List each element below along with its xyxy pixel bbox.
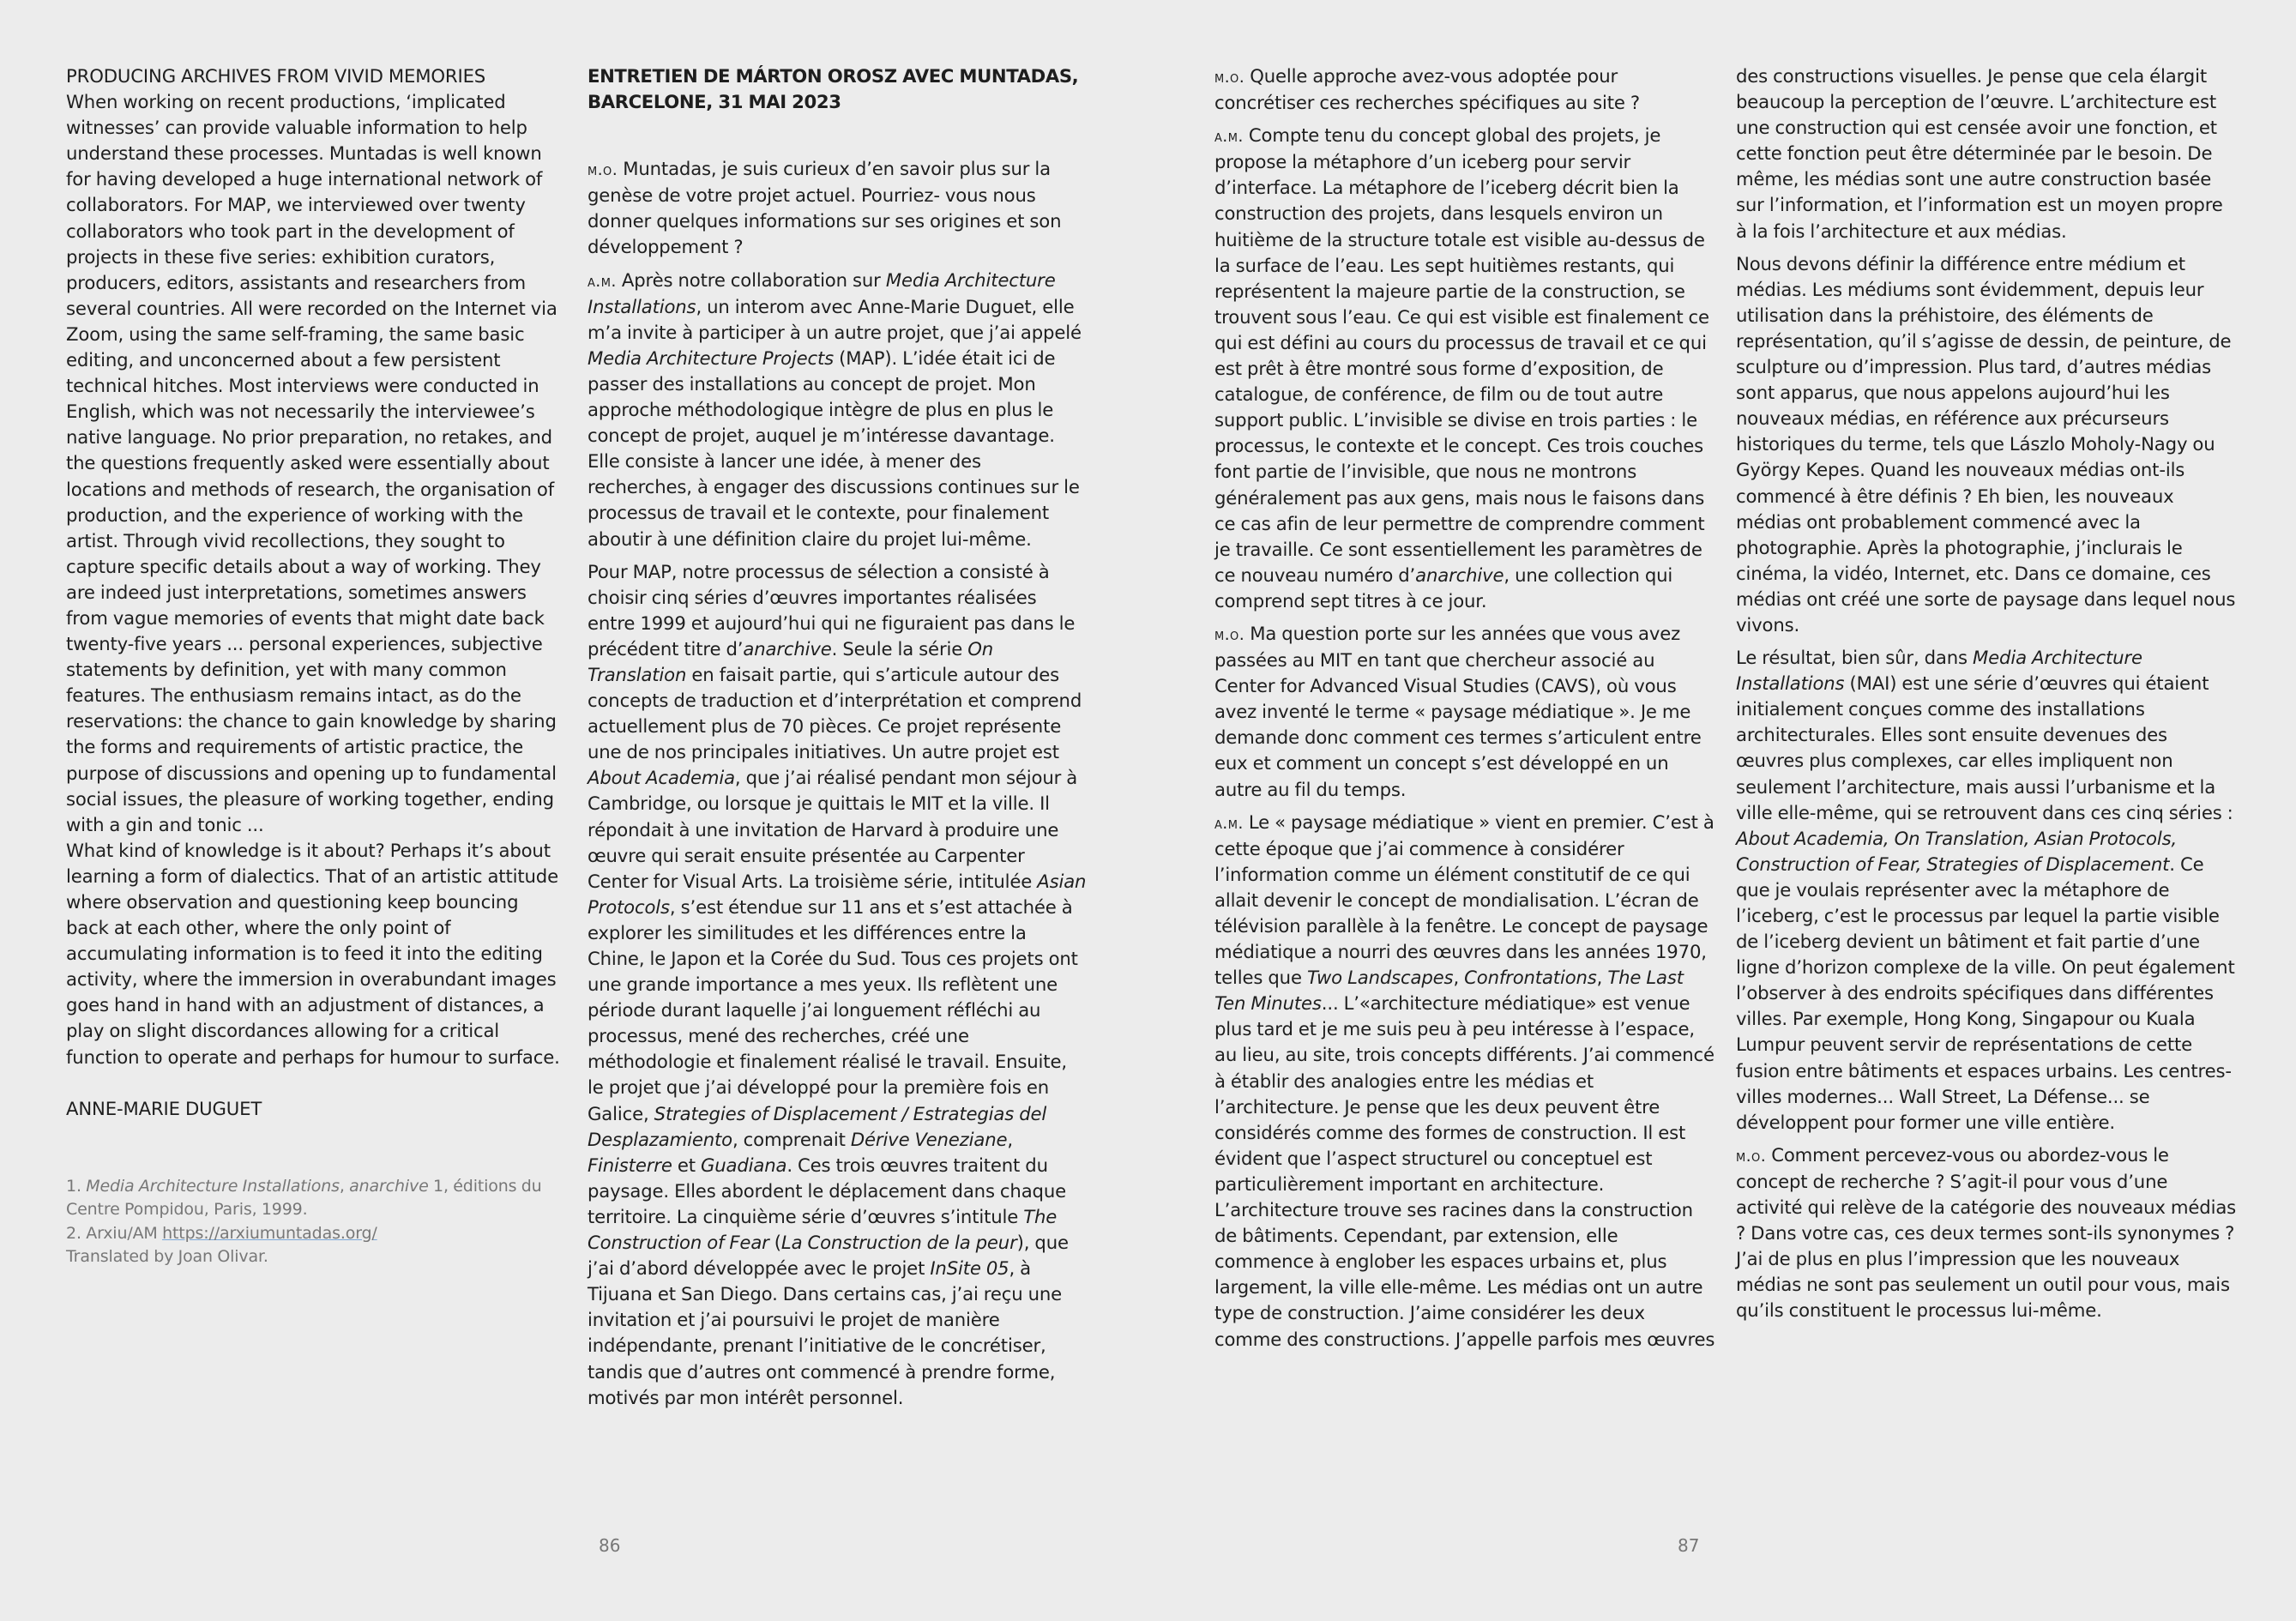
question: [1214, 63, 1715, 116]
question: [588, 156, 1087, 260]
answer-text: Le résultat, bien sûr, dans: [1736, 647, 1974, 669]
work-title: InSite 05: [930, 1257, 1009, 1280]
work-title: anarchive: [743, 637, 832, 660]
footnote-title: Media Architecture Installations: [86, 1176, 340, 1196]
answer-text: (MAI) est une série d’œuvres qui étaient initialement conçues comme des installations architecturales. Elles sont ensuite devenues des œuvres plus complexes, car elles impliquent non seulement l’architecture, mais aussi l’urbanisme et la ville elle-même, qui se retrouvent dans ces cinq séries :: [1736, 672, 2233, 823]
answer-text: Pour MAP, notre processus de sélection a consisté à choisir cinq séries d’œuvres importantes réalisées entre 1999 et aujourd’hui qui ne figuraient pas dans le précédent titre d’: [588, 560, 1076, 660]
footnotes: [66, 1175, 565, 1269]
speaker-label: m.o.: [1214, 68, 1245, 87]
answer-text: , s’est étendue sur 11 ans et s’est attachée à explorer les similitudes et les différences entre la Chine, le Japon et la Corée du Sud. Tous ces projets ont une grande importance a mes yeux. Ils reflètent une période durant laquelle j’ai longuement réfléchi au processus, mené des recherches, créé une méthodologie et finalement réalisé le travail. Ensuite, le projet que j’ai développé pour la première fois en Galice,: [588, 895, 1078, 1124]
answer-text: , une collection qui comprend sept titres à ce jour.: [1214, 563, 1673, 612]
work-title: Strategies of Displacement / Estrategias del Desplazamiento: [588, 1102, 1047, 1150]
work-title: Media Architecture Projects: [588, 346, 835, 369]
question: [1214, 621, 1715, 803]
essay-paragraph: What kind of knowledge is it about? Perhaps it’s about learning a form of dialectics. That of an artistic attitude where observation and questioning keep bouncing back at each other, where the only point of accumulating information is to feed it into the editing activity, where the immersion in overabundant images goes hand in hand with an adjustment of distances, a play on slight discordances allowing for a critical function to operate and perhaps for humour to surface.: [66, 839, 560, 1068]
footnote-series: anarchive: [349, 1176, 429, 1196]
speaker-label: a.m.: [1214, 813, 1244, 833]
interview-column-1: [588, 63, 1087, 1411]
footnote-number: 1.: [66, 1176, 87, 1196]
work-title: Asian Protocols: [588, 870, 1087, 918]
answer-continued: Nous devons définir la différence entre médium et médias. Les médiums sont évidemment, depuis leur utilisation dans la préhistoire, des éléments de représentation, qu’il s’agisse de dessin, de peinture, de sculpture ou d’impression. Plus tard, d’autres médias sont apparus, que nous appelons aujourd’hui les nouveaux médias, en référence aux précurseurs historiques du terme, tels que Lászlo Moholy-Nagy ou György Kepes. Quand les nouveaux médias ont-ils commencé à être définis ? Eh bien, les nouveaux médias ont probablement commencé avec la photographie. Après la photographie, j’inclurais le cinéma, la vidéo, Internet, etc. Dans ce domaine, ces médias ont créé une sorte de paysage dans lequel nous vivons.: [1736, 252, 2236, 636]
speaker-label: m.o.: [588, 160, 618, 180]
answer-text: , un interom avec Anne-Marie Duguet, elle m’a invite à participer à un autre projet, que j’ai appelé: [588, 295, 1082, 343]
answer-text: . Ces trois œuvres traitent du paysage. Elles abordent le déplacement dans chaque territoire. La cinquième série d’œuvres s’intitule: [588, 1154, 1067, 1227]
speaker-label: m.o.: [1214, 624, 1245, 644]
speaker-label: m.o.: [1736, 1146, 1767, 1166]
essay-column: [66, 63, 565, 1269]
essay-heading: PRODUCING ARCHIVES FROM VIVID MEMORIES: [66, 65, 486, 87]
footnote-1: [66, 1175, 565, 1222]
answer-text: ,: [1596, 967, 1608, 989]
answer-text: (: [768, 1232, 781, 1254]
speaker-label: a.m.: [1214, 127, 1244, 147]
answer-text: ,: [1007, 1128, 1013, 1150]
answer-text: Le « paysage médiatique » vient en premier. C’est à cette époque que j’ai commence à considérer l’information comme un élément constitutif de ce qui allait devenir le concept de mondialisation. L’écran de télévision parallèle à la fenêtre. Le concept de paysage médiatique a nourri des œuvres dans les années 1970, telles que: [1214, 810, 1714, 989]
work-title: Media Architecture Installations: [588, 268, 1056, 317]
answer: [1214, 810, 1715, 1353]
essay-author: ANNE-MARIE DUGUET: [66, 1097, 262, 1119]
answer: [1214, 123, 1715, 614]
work-title: Media Architecture Installations: [1736, 647, 2142, 695]
answer-continued-flow: des constructions visuelles. Je pense que cela élargit beaucoup la perception de l’œuvre. L’architecture est une construction qui est censée avoir une fonction, et cette fonction peut être déterminée par le besoin. De même, les médias sont une autre construction basée sur l’information, et l’information est un moyen propre à la fois l’architecture et aux médias.: [1736, 65, 2223, 242]
question-text: Muntadas, je suis curieux d’en savoir plus sur la genèse de votre projet actuel. Pourriez- vous nous donner quelques informations sur ses origines et son développement ?: [588, 158, 1062, 258]
answer-text: . Ce que je voulais représenter avec la métaphore de l’iceberg, c’est le processus par lequel la partie visible de l’iceberg devient un bâtiment et fait partie d’une ligne d’horizon complexe de la ville. On peut également l’observer à des endroits spécifiques dans différentes villes. Par exemple, Hong Kong, Singapour ou Kuala Lumpur peuvent servir de représentations de cette fusion entre bâtiments et espaces urbains. Les centres-villes modernes... Wall Street, La Défense... se développent pour former une ville entière.: [1736, 853, 2235, 1133]
question-text: Quelle approche avez-vous adoptée pour concrétiser ces recherches spécifiques au site ?: [1214, 65, 1640, 114]
page-number-right: 87: [1678, 1535, 1700, 1556]
work-title: Dérive Veneziane: [850, 1128, 1008, 1150]
work-title: About Academia, On Translation, Asian Protocols, Construction of Fear, Strategies of Displacement: [1736, 827, 2178, 875]
answer-text: (MAP). L’idée était ici de passer des installations au concept de projet. Mon approche méthodologique intègre de plus en plus le concept de projet, auquel je m’intéresse davantage. Elle consiste à lancer une idée, à mener des recherches, à engager des discussions continues sur le processus de travail et le contexte, pour finalement aboutir à une définition claire du projet lui-même.: [588, 346, 1080, 550]
footnote-text: 2. Arxiu/AM: [66, 1223, 163, 1243]
answer-continued: [1736, 645, 2237, 1136]
work-title: Two Landscapes: [1306, 967, 1454, 989]
answer-text: Compte tenu du concept global des projets, je propose la métaphore d’un iceberg pour servir d’interface. La métaphore de l’iceberg décrit bien la construction des projets, dans lesquels environ un huitième de la structure totale est visible au-dessus de la surface de l’eau. Les sept huitièmes restants, qui représentent la majeure partie de la construction, se trouvent sous l’eau. Ce qui est visible est finalement ce qui est défini au cours du processus de travail et ce qui est prêt à être montré sous forme d’exposition, de catalogue, de conférence, de film ou de tout autre support public. L’invisible se divise en trois parties : le processus, le contexte et le concept. Ces trois couches font partie de l’invisible, que nous ne montrons généralement pas aux gens, mais nous le faisons dans ce cas afin de leur permettre de comprendre comment je travaille. Ce sont essentiellement les paramètres de ce nouveau numéro d’: [1214, 124, 1709, 586]
answer-text: , que j’ai réalisé pendant mon séjour à Cambridge, ou lorsque je quittais le MIT et la ville. Il répondait à une invitation de Harvard à produire une œuvre qui serait ensuite présentée au Carpenter Center for Visual Arts. La troisième série, intitulée: [588, 767, 1078, 892]
speaker-label: a.m.: [588, 271, 617, 291]
footnote-text: 1, éditions du Centre Pompidou, Paris, 1999.: [66, 1176, 542, 1220]
answer-text: . Seule la série: [831, 637, 968, 660]
interview-title: ENTRETIEN DE MÁRTON OROSZ AVEC MUNTADAS, BARCELONE, 31 MAI 2023: [588, 65, 1079, 113]
work-title: The Last Ten Minutes: [1214, 967, 1684, 1015]
footnote-separator: ,: [339, 1176, 350, 1196]
answer-text: et: [672, 1154, 701, 1176]
work-title: About Academia: [588, 767, 735, 789]
answer-text: , comprenait: [732, 1128, 851, 1150]
answer-text: Après notre collaboration sur: [616, 268, 886, 291]
work-title: The Construction of Fear: [588, 1205, 1058, 1254]
footnote-2: [66, 1222, 565, 1246]
answer-text: , à Tijuana et San Diego. Dans certains cas, j’ai reçu une invitation et j’ai poursuivi le projet de manière indépendante, prenant l’initiative de le concrétiser, tandis que d’autres ont commencé à prendre forme, motivés par mon intérêt personnel.: [588, 1257, 1063, 1408]
question: [1736, 1142, 2237, 1324]
interview-column-3: [1736, 63, 2237, 1324]
answer-text: en faisait partie, qui s’articule autour des concepts de traduction et d’interprétation et comprend actuellement plus de 70 pièces. Ce projet représente une de nos principales initiatives. Un autre projet est: [588, 663, 1082, 763]
page-number-left: 86: [599, 1535, 621, 1556]
work-title: Confrontations: [1464, 967, 1597, 989]
work-title: Finisterre: [588, 1154, 672, 1176]
work-title: anarchive: [1415, 563, 1504, 586]
work-title: La Construction de la peur: [780, 1232, 1017, 1254]
work-title: Guadiana: [700, 1154, 787, 1176]
work-title: On Translation: [588, 637, 994, 685]
question-text: Ma question porte sur les années que vous avez passées au MIT en tant que chercheur associé au Center for Advanced Visual Studies (CAVS), où vous avez inventé le terme « paysage médiatique ». Je me demande donc comment ces termes s’articulent entre eux et comment un concept s’est développé en un autre au fil du temps.: [1214, 622, 1702, 800]
archive-link[interactable]: https://arxiumuntadas.org/: [162, 1223, 377, 1243]
essay-paragraph: When working on recent productions, ‘implicated witnesses’ can provide valuable information to help understand these processes. Muntadas is well known for having developed a huge international network of collaborators. For MAP, we interviewed over twenty collaborators who took part in the development of projects in these five series: exhibition curators, producers, editors, assistants and researchers from several countries. All were recorded on the Internet via Zoom, using the same self-framing, the same basic editing, and unconcerned about a few persistent technical hitches. Most interviews were conducted in English, which was not necessarily the interviewee’s native language. No prior preparation, no retakes, and the questions frequently asked were essentially about locations and methods of research, the organisation of production, and the experience of working with the artist. Through vivid recollections, they sought to capture specific details about a way of working. They are indeed just interpretations, sometimes answers from vague memories of events that might date back twenty-five years ... personal experiences, subjective statements by definition, yet with many common features. The enthusiasm remains intact, as do the reservations: the chance to gain knowledge by sharing the forms and requirements of artistic practice, the purpose of discussions and opening up to fundamental social issues, the pleasure of working together, ending with a gin and tonic ...: [66, 91, 557, 835]
answer: [588, 268, 1087, 552]
answer-text: ), que j’ai d’abord développée avec le projet: [588, 1232, 1069, 1280]
translator-credit: Translated by Joan Olivar.: [66, 1247, 268, 1267]
interview-column-2: [1214, 63, 1715, 1353]
question-text: Comment percevez-vous ou abordez-vous le concept de recherche ? S’agit-il pour vous d’une activité qui relève de la catégorie des nouveaux médias ? Dans votre cas, ces deux termes sont-ils synonymes ? J’ai de plus en plus l’impression que les nouveaux médias ne sont pas seulement un outil pour vous, mais qu’ils constituent le processus lui-même.: [1736, 1143, 2237, 1322]
answer-text: ,: [1453, 967, 1465, 989]
answer-text: ... L’«architecture médiatique» est venue plus tard et je me suis peu à peu intéresse à l’espace, au lieu, au site, trois concepts différents. J’ai commencé à établir des analogies entre les médias et l’architecture. Je pense que les deux peuvent être considérés comme des formes de construction. Il est évident que l’aspect structurel ou conceptuel est particulièrement important en architecture. L’architecture trouve ses racines dans la construction de bâtiments. Cependant, par extension, elle commence à englober les espaces urbains et, plus largement, la ville elle-même. Les médias ont un autre type de construction. J’aime considérer les deux comme des constructions. J’appelle parfois mes œuvres: [1214, 992, 1715, 1350]
answer-continued: [588, 559, 1087, 1411]
